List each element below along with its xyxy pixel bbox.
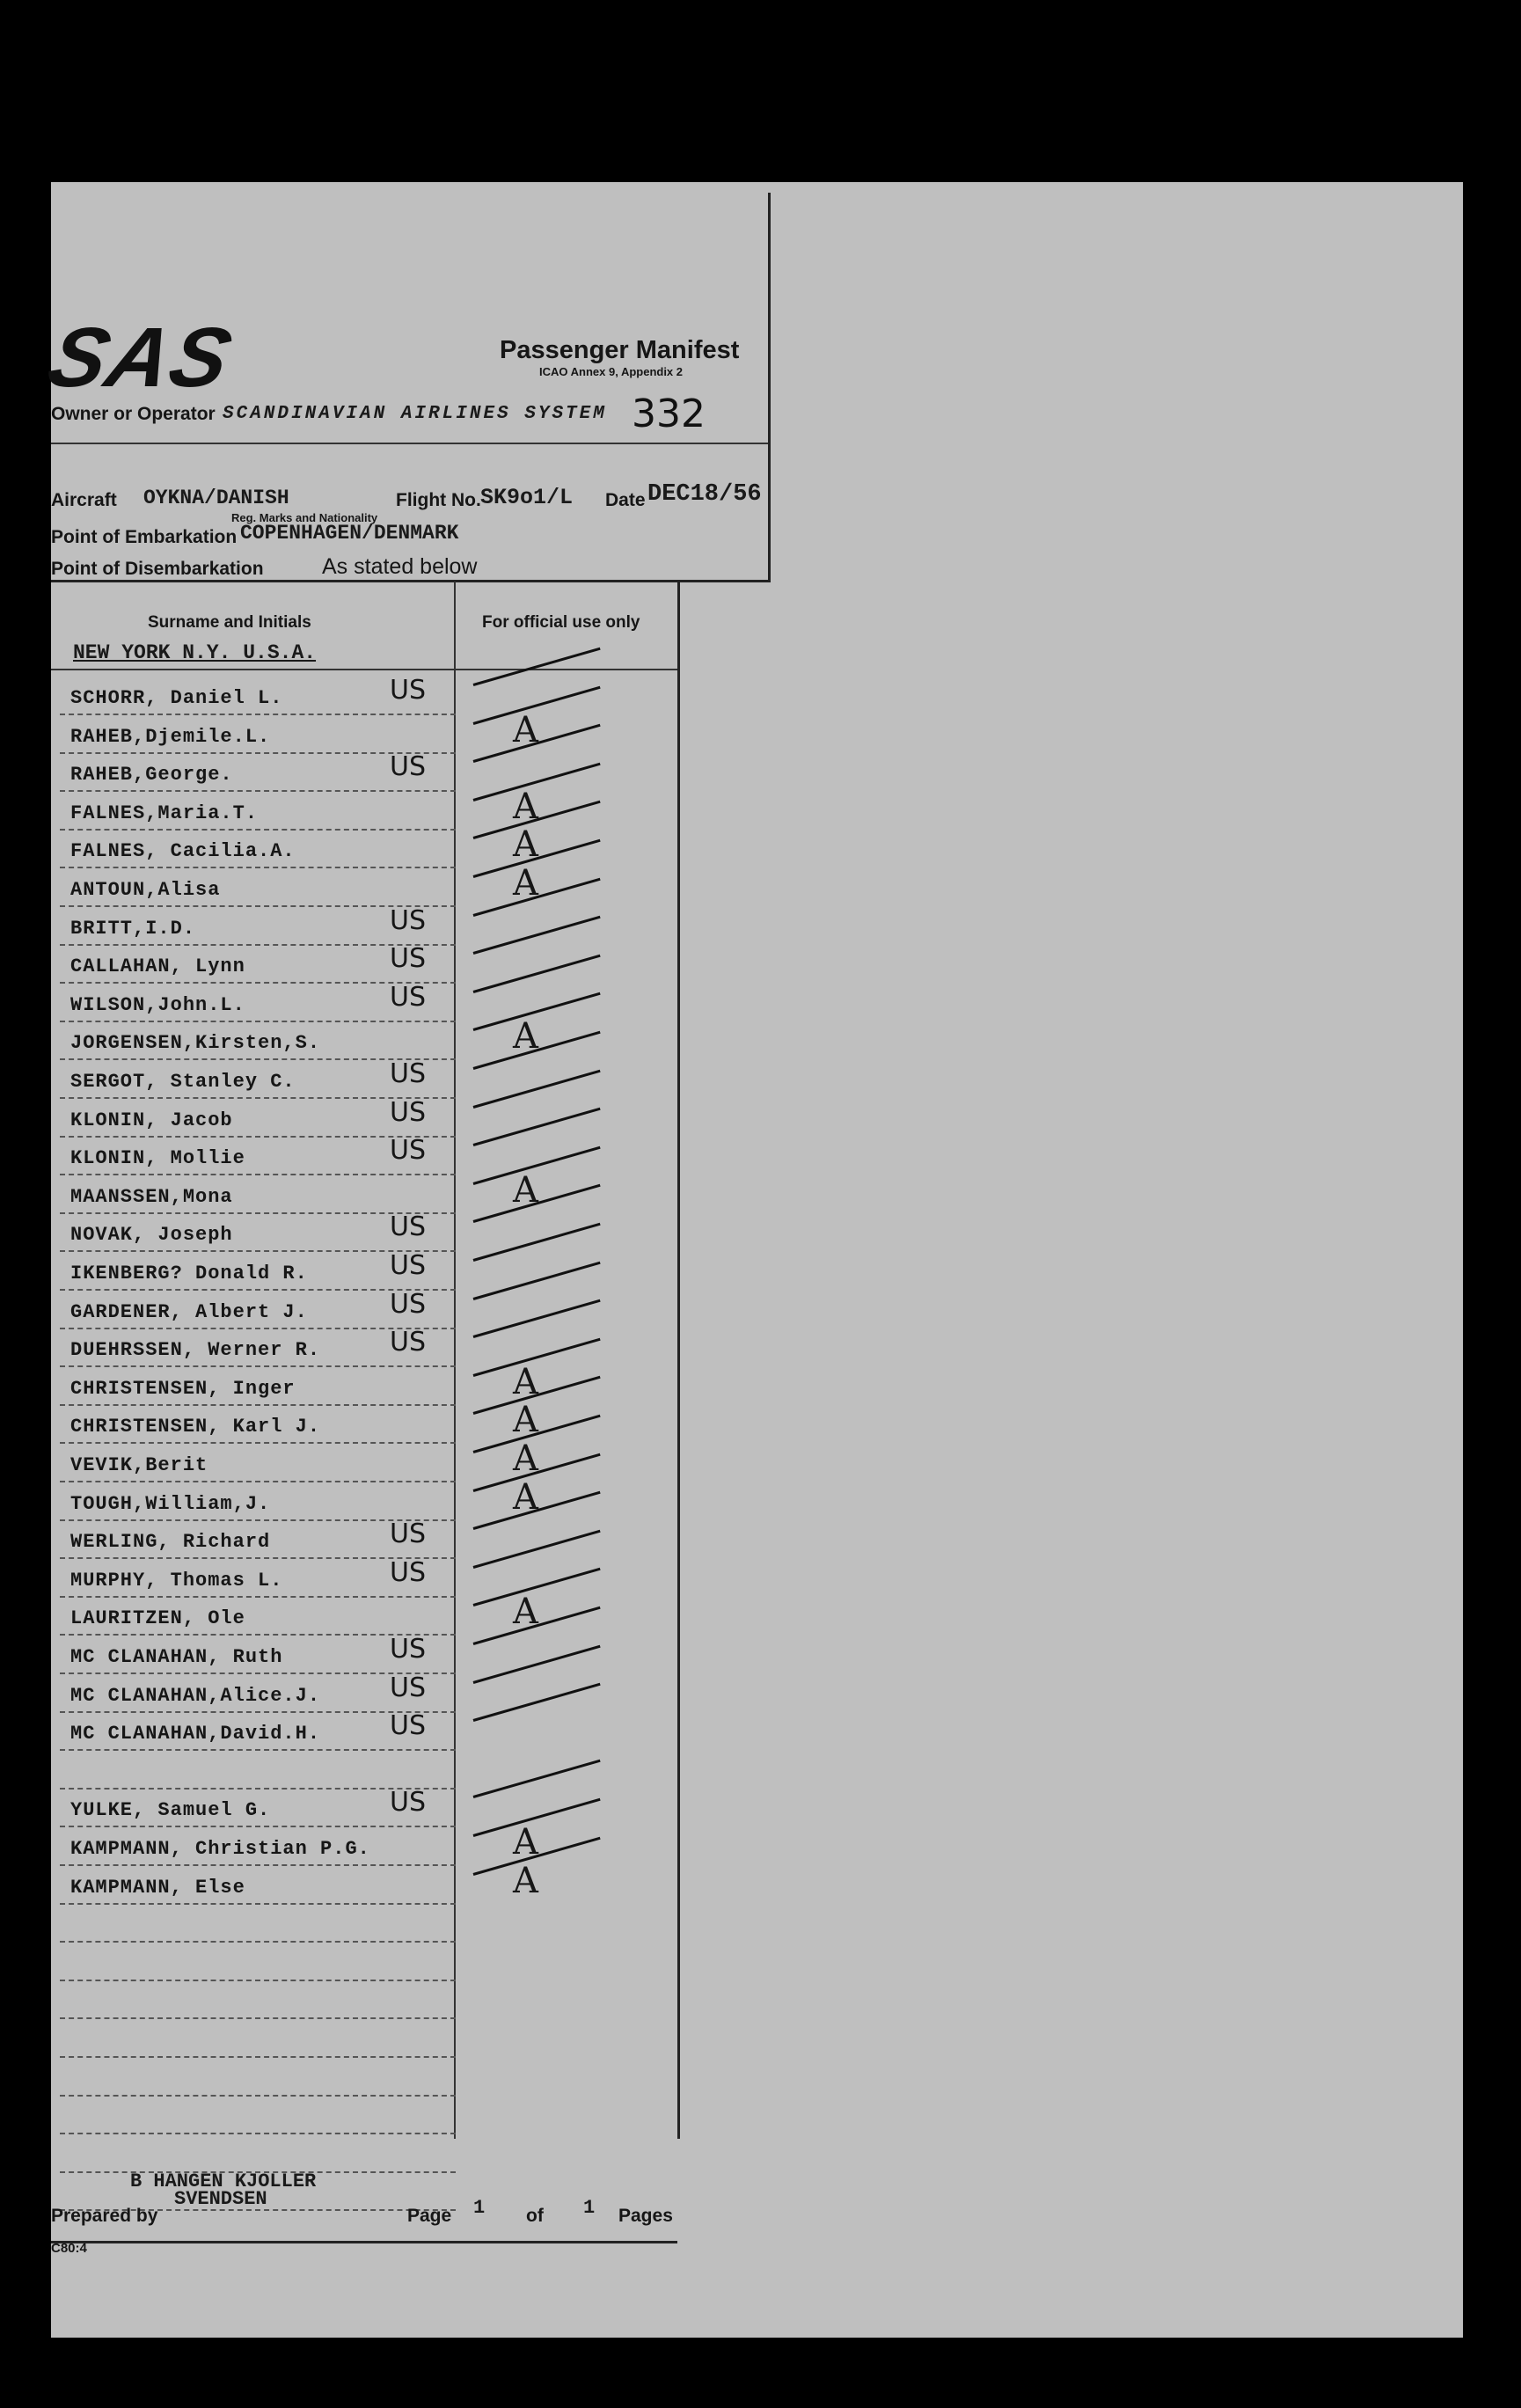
manifest-number: 332 — [632, 392, 706, 436]
passenger-row — [60, 751, 667, 792]
nationality-mark: US — [390, 1250, 427, 1281]
passenger-name: SERGOT, Stanley C. — [70, 1071, 296, 1093]
passenger-row — [60, 1634, 667, 1674]
category-mark: A — [513, 1592, 538, 1633]
prepared-by-line1: B HANGEN KJOLLER — [130, 2170, 317, 2192]
category-mark: A — [513, 1822, 538, 1863]
nationality-mark: US — [390, 1327, 427, 1358]
disembarkation-value: As stated below — [322, 554, 478, 579]
passenger-row — [60, 943, 667, 984]
passenger-row — [60, 1822, 667, 1866]
passenger-name: MC CLANAHAN, Ruth — [70, 1646, 283, 1668]
row-rule — [60, 1365, 456, 1367]
row-rule — [60, 2056, 456, 2058]
passenger-name: BRITT,I.D. — [70, 917, 196, 940]
passenger-row — [60, 1556, 667, 1598]
nationality-mark: US — [390, 904, 427, 936]
blank-row — [60, 1944, 667, 1981]
passenger-row — [60, 1211, 667, 1252]
passenger-row — [60, 1519, 667, 1559]
owner-value: SCANDINAVIAN AIRLINES SYSTEM — [223, 404, 607, 424]
passenger-row — [60, 863, 667, 907]
nationality-mark: US — [390, 1058, 427, 1089]
passenger-name: MAANSSEN,Mona — [70, 1185, 233, 1208]
prepared-by-label: Prepared by — [51, 2206, 158, 2226]
passenger-row — [60, 1169, 667, 1214]
owner-label: Owner or Operator — [51, 404, 216, 424]
passenger-row — [60, 1361, 667, 1406]
row-rule — [60, 1596, 456, 1598]
row-rule — [60, 2017, 456, 2019]
row-rule — [60, 790, 456, 792]
table-header-rule — [51, 669, 677, 670]
page-number: 1 — [473, 2197, 486, 2219]
passenger-row — [60, 1860, 667, 1905]
category-mark: A — [513, 824, 538, 866]
passenger-name: RAHEB,Djemile.L. — [70, 725, 271, 748]
column-header-official: For official use only — [482, 613, 640, 632]
nationality-mark: US — [390, 1211, 427, 1243]
category-mark: A — [513, 786, 538, 827]
passenger-row — [60, 1058, 667, 1099]
manifest-subtitle: ICAO Annex 9, Appendix 2 — [539, 365, 684, 378]
passenger-name: FALNES,Maria.T. — [70, 801, 259, 824]
nationality-mark: US — [390, 1710, 427, 1742]
row-rule — [60, 1404, 456, 1406]
category-mark: A — [513, 1016, 538, 1058]
category-mark: A — [513, 863, 538, 904]
category-mark: A — [513, 1169, 538, 1211]
passenger-table — [51, 582, 680, 2139]
row-rule — [60, 2095, 456, 2097]
passenger-row — [60, 1400, 667, 1444]
nationality-mark: US — [390, 1634, 427, 1665]
row-rule — [60, 1941, 456, 1943]
passenger-row — [60, 904, 667, 946]
aircraft-value: OYKNA/DANISH — [143, 487, 289, 509]
flight-value: SK9o1/L — [480, 485, 574, 510]
passenger-row — [60, 1288, 667, 1329]
blank-row — [60, 2021, 667, 2058]
passenger-name: VEVIK,Berit — [70, 1454, 208, 1476]
nationality-mark: US — [390, 675, 427, 706]
passenger-row — [60, 1476, 667, 1521]
blank-row — [60, 2136, 667, 2173]
passenger-name: KLONIN, Jacob — [70, 1109, 233, 1131]
passenger-name: IKENBERG? Donald R. — [70, 1263, 308, 1285]
nationality-mark: US — [390, 1672, 427, 1703]
form-code: C80:4 — [51, 2241, 87, 2256]
row-rule — [60, 714, 456, 715]
nationality-mark: US — [390, 1135, 427, 1167]
category-mark: A — [513, 1400, 538, 1441]
passenger-name: CHRISTENSEN, Inger — [70, 1377, 296, 1400]
reg-marks-label: Reg. Marks and Nationality — [231, 511, 378, 524]
passenger-name: RAHEB,George. — [70, 764, 233, 787]
disembarkation-label: Point of Disembarkation — [51, 559, 264, 579]
row-rule — [60, 1980, 456, 1981]
blank-row — [60, 2097, 667, 2134]
row-rule — [60, 2133, 456, 2134]
row-rule — [60, 1442, 456, 1444]
nationality-mark: US — [390, 1096, 427, 1128]
passenger-row — [60, 1016, 667, 1060]
aircraft-label: Aircraft — [51, 490, 117, 510]
passenger-name: FALNES, Cacilia.A. — [70, 840, 296, 863]
date-label: Date — [605, 490, 646, 510]
passenger-name: MURPHY, Thomas L. — [70, 1569, 283, 1592]
passenger-row — [60, 1096, 667, 1138]
passenger-name: KLONIN, Mollie — [70, 1147, 245, 1170]
nationality-mark: US — [390, 981, 427, 1013]
row-rule — [60, 1749, 456, 1751]
row-rule — [60, 1903, 456, 1905]
embarkation-value: COPENHAGEN/DENMARK — [240, 522, 459, 545]
passenger-row — [60, 1327, 667, 1367]
passenger-name: KAMPMANN, Else — [70, 1876, 245, 1899]
destination-heading: NEW YORK N.Y. U.S.A. — [73, 641, 317, 664]
official-check-stroke — [473, 648, 601, 686]
passenger-name: CHRISTENSEN, Karl J. — [70, 1416, 321, 1438]
row-rule — [60, 1174, 456, 1175]
passenger-name: DUEHRSSEN, Werner R. — [70, 1339, 321, 1362]
row-rule — [60, 829, 456, 831]
blank-row — [60, 1982, 667, 2019]
manifest-title: Passenger Manifest — [500, 336, 740, 364]
row-rule — [60, 1481, 456, 1482]
nationality-mark: US — [390, 751, 427, 783]
passenger-row — [60, 1753, 667, 1790]
passenger-name: KAMPMANN, Christian P.G. — [70, 1838, 370, 1860]
passenger-row — [60, 1787, 667, 1827]
passenger-row — [60, 1438, 667, 1482]
page-label: Page — [407, 2206, 452, 2226]
category-mark: A — [513, 1476, 538, 1518]
prepared-by-line2: SVENDSEN — [174, 2188, 267, 2210]
passenger-name: SCHORR, Daniel L. — [70, 687, 283, 709]
manifest-page — [39, 182, 1463, 2338]
passenger-name: ANTOUN,Alisa — [70, 879, 221, 901]
total-pages: 1 — [583, 2197, 596, 2219]
row-rule — [60, 1826, 456, 1827]
category-mark: A — [513, 1860, 538, 1901]
passenger-row — [60, 824, 667, 868]
passenger-name: TOUGH,William,J. — [70, 1492, 271, 1515]
of-label: of — [526, 2206, 544, 2226]
passenger-name: GARDENER, Albert J. — [70, 1300, 308, 1323]
passenger-name: MC CLANAHAN,David.H. — [70, 1723, 321, 1746]
passenger-row — [60, 1135, 667, 1175]
passenger-name: WERLING, Richard — [70, 1531, 271, 1554]
nationality-mark: US — [390, 1519, 427, 1550]
passenger-row — [60, 1672, 667, 1713]
passenger-name: MC CLANAHAN,Alice.J. — [70, 1684, 321, 1707]
category-mark: A — [513, 709, 538, 750]
passenger-name: YULKE, Samuel G. — [70, 1799, 271, 1822]
embarkation-label: Point of Embarkation — [51, 527, 238, 547]
footer-rule — [51, 2241, 677, 2243]
passenger-row — [60, 709, 667, 754]
owner-rule — [51, 443, 768, 444]
row-rule — [60, 1864, 456, 1866]
passenger-row — [60, 1710, 667, 1751]
date-value: DEC18/56 — [647, 481, 762, 508]
category-mark: A — [513, 1361, 538, 1402]
column-header-name: Surname and Initials — [148, 613, 311, 632]
nationality-mark: US — [390, 1288, 427, 1320]
passenger-row — [60, 981, 667, 1022]
footer — [51, 2170, 931, 2256]
flight-label: Flight No. — [396, 490, 481, 510]
passenger-row — [60, 1592, 667, 1636]
row-rule — [60, 1021, 456, 1022]
category-mark: A — [513, 1438, 538, 1479]
blank-row — [60, 1906, 667, 1943]
nationality-mark: US — [390, 1556, 427, 1588]
passenger-name: JORGENSEN,Kirsten,S. — [70, 1032, 321, 1055]
row-rule — [60, 867, 456, 868]
passenger-name: NOVAK, Joseph — [70, 1224, 233, 1247]
blank-row — [60, 2060, 667, 2097]
passenger-name: LAURITZEN, Ole — [70, 1607, 245, 1630]
passenger-row — [60, 786, 667, 831]
passenger-name: CALLAHAN, Lynn — [70, 955, 245, 978]
pages-label: Pages — [618, 2206, 673, 2226]
sas-logo: SAS — [39, 311, 242, 405]
passenger-name: WILSON,John.L. — [70, 993, 245, 1016]
passenger-row — [60, 1250, 667, 1291]
nationality-mark: US — [390, 1787, 427, 1819]
nationality-mark: US — [390, 943, 427, 975]
passenger-row — [60, 675, 667, 715]
